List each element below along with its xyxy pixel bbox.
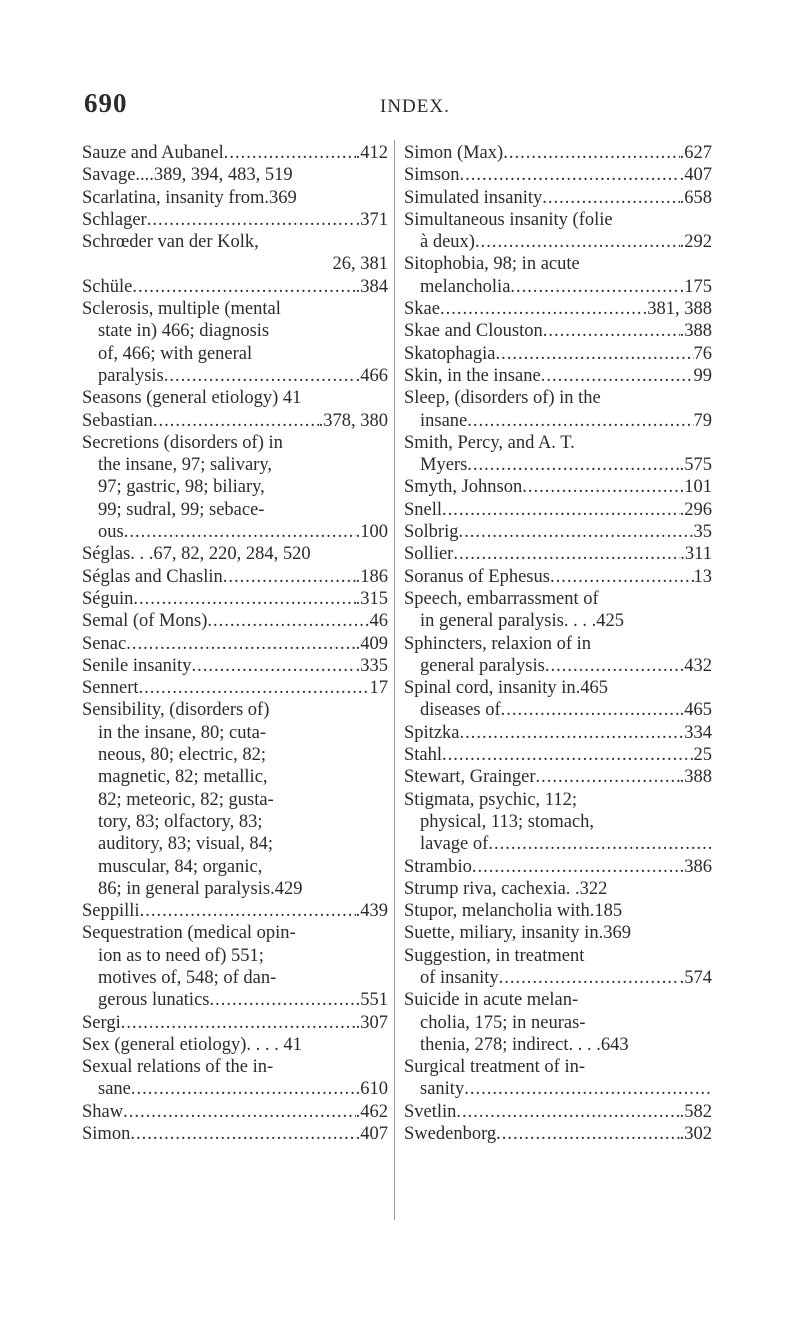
- dot-leader: [440, 298, 643, 320]
- index-entry-text: Myers: [420, 455, 468, 476]
- index-entry-page: .186: [355, 566, 388, 587]
- dot-leader: [464, 1078, 712, 1100]
- index-entry-line: [404, 722, 712, 744]
- index-entry-line: [82, 276, 388, 298]
- index-entry-text: neous, 80; electric, 82;: [98, 745, 266, 766]
- index-entry-line: [404, 744, 712, 766]
- index-entry-page: .311: [680, 544, 712, 565]
- dot-leader: [442, 744, 693, 766]
- index-entry-line: [404, 677, 712, 699]
- dot-leader: [139, 677, 370, 699]
- dot-leader: [467, 410, 693, 432]
- index-entry-line: [404, 655, 712, 677]
- index-entry-text: diseases of: [420, 700, 501, 721]
- dot-leader: [495, 343, 693, 365]
- dot-leader: [545, 655, 680, 677]
- index-entry-text: Sergi: [82, 1012, 121, 1033]
- dot-leader: [133, 588, 355, 610]
- index-entry-page: .381, 388: [642, 299, 712, 320]
- index-entry-line: [82, 922, 388, 944]
- index-entry-line: [82, 900, 388, 922]
- index-entry-line: [82, 945, 388, 967]
- index-entry-line: [82, 499, 388, 521]
- index-entry-line: [404, 1101, 712, 1123]
- index-entry-page: .101: [679, 477, 712, 498]
- index-entry-text: ion as to need of) 551;: [98, 945, 264, 966]
- index-entry-text: Skae: [404, 299, 440, 320]
- index-entry-line: [82, 610, 388, 632]
- index-entry-page: .388: [679, 767, 712, 788]
- index-column-left: [82, 142, 388, 1145]
- index-entry-line: [82, 454, 388, 476]
- index-entry-text: ous: [98, 522, 124, 543]
- index-entry-line: [82, 967, 388, 989]
- index-entry-line: [404, 967, 712, 989]
- dot-leader: [458, 521, 693, 543]
- index-entry-text: Surgical treatment of in-: [404, 1057, 586, 1078]
- index-entry-page: .388: [679, 321, 712, 342]
- index-entry-page: .378, 380: [318, 410, 388, 431]
- dot-leader: [541, 365, 694, 387]
- index-entry-text: in the insane, 80; cuta-: [98, 722, 266, 743]
- index-entry-line: [82, 187, 388, 209]
- index-entry-page: .574: [679, 967, 712, 988]
- index-entry-line: [404, 1012, 712, 1034]
- index-entry-line: [82, 1078, 388, 1100]
- dot-leader: [124, 521, 356, 543]
- page-number: 690: [84, 88, 128, 118]
- dot-leader: [456, 1101, 679, 1123]
- index-entry-page: .462: [355, 1101, 388, 1122]
- index-entry-line: [82, 789, 388, 811]
- index-entry-page: 25: [693, 745, 712, 766]
- index-entry-line: [404, 610, 712, 632]
- index-entry-text: lavage of: [420, 834, 489, 855]
- index-entry-line: [82, 432, 388, 454]
- dot-leader: [536, 766, 680, 788]
- index-entry-text: state in) 466; diagnosis: [98, 321, 270, 342]
- index-entry-text: auditory, 83; visual, 84;: [98, 834, 274, 855]
- index-entry-line: [404, 142, 712, 164]
- index-entry-text: Spinal cord, insanity in.465: [404, 678, 608, 699]
- index-entry-text: Suggestion, in treatment: [404, 945, 585, 966]
- column-divider: [394, 140, 395, 1220]
- index-entry-text: sane: [98, 1079, 131, 1100]
- index-entry-line: [82, 677, 388, 699]
- index-entry-text: Sex (general etiology). . . . 41: [82, 1034, 302, 1055]
- index-entry-line: [404, 164, 712, 186]
- index-entry-text: Sollier: [404, 544, 454, 565]
- dot-leader: [543, 320, 680, 342]
- index-entry-text: Sennert: [82, 678, 139, 699]
- index-entry-line: [82, 699, 388, 721]
- index-entry-page: 13: [693, 566, 712, 587]
- index-entry-text: magnetic, 82; metallic,: [98, 767, 268, 788]
- index-entry-line: [82, 655, 388, 677]
- dot-leader: [164, 365, 356, 387]
- index-entry-text: Sitophobia, 98; in acute: [404, 254, 580, 275]
- index-entry-text: Schüle: [82, 276, 133, 297]
- dot-leader: [121, 1012, 356, 1034]
- index-entry-text: Swedenborg: [404, 1124, 497, 1145]
- index-entry-text: Scarlatina, insanity from.369: [82, 187, 297, 208]
- index-entry-text: Svetlin: [404, 1101, 457, 1122]
- index-entry-page: 17: [369, 678, 388, 699]
- index-entry-page: .335: [355, 655, 388, 676]
- index-entry-text: Skatophagia: [404, 343, 496, 364]
- index-entry-line: [404, 432, 712, 454]
- index-entry-line: [82, 989, 388, 1011]
- dot-leader: [223, 566, 356, 588]
- index-entry-page: .407: [679, 165, 712, 186]
- index-entry-text: in general paralysis. . . .425: [420, 611, 624, 632]
- index-entry-line: [82, 878, 388, 900]
- dot-leader: [132, 276, 355, 298]
- index-entry-line: [404, 566, 712, 588]
- index-entry-text: Simon (Max): [404, 143, 504, 163]
- index-entry-page: .292: [679, 232, 712, 253]
- index-entry-text: Suicide in acute melan-: [404, 990, 579, 1011]
- index-entry-text: Sauze and Aubanel: [82, 143, 224, 163]
- index-entry-page: .575: [679, 455, 712, 476]
- index-entry-text: Soranus of Ephesus: [404, 566, 550, 587]
- index-entry-page: .386: [679, 856, 712, 877]
- index-entry-text: Snell: [404, 499, 443, 520]
- index-entry-line: [404, 1078, 712, 1100]
- dot-leader: [503, 142, 679, 164]
- index-entry-page: .307: [355, 1012, 388, 1033]
- dot-leader: [130, 1123, 355, 1145]
- index-entry-text: 26, 381: [332, 254, 388, 275]
- index-entry-line: [82, 365, 388, 387]
- index-entry-line: [82, 566, 388, 588]
- index-entry-page: .100: [355, 522, 388, 543]
- index-entry-text: paralysis: [98, 365, 164, 386]
- index-entry-text: of insanity: [420, 967, 499, 988]
- index-entry-line: [82, 833, 388, 855]
- index-entry-line: [404, 1034, 712, 1056]
- dot-leader: [153, 410, 319, 432]
- index-column-right: [404, 142, 712, 1145]
- index-entry-text: Simultaneous insanity (folie: [404, 209, 613, 230]
- dot-leader: [550, 566, 694, 588]
- index-entry-line: [82, 1101, 388, 1123]
- dot-leader: [442, 499, 680, 521]
- index-entry-page: .465: [679, 700, 712, 721]
- dot-leader: [126, 633, 355, 655]
- dot-leader: [131, 1078, 356, 1100]
- index-entry-line: [82, 521, 388, 543]
- index-entry-page: .302: [679, 1124, 712, 1145]
- index-entry-text: of, 466; with general: [98, 343, 253, 364]
- index-entry-text: Senac: [82, 633, 127, 654]
- index-entry-line: [82, 142, 388, 164]
- index-entry-text: Simson: [404, 165, 460, 186]
- index-entry-page: 46: [369, 611, 388, 632]
- index-entry-page: .432: [679, 655, 712, 676]
- index-entry-line: [404, 945, 712, 967]
- index-entry-line: [404, 989, 712, 1011]
- index-entry-line: [404, 633, 712, 655]
- dot-leader: [522, 476, 679, 498]
- index-entry-text: Sebastian: [82, 410, 153, 431]
- index-entry-line: [82, 231, 388, 253]
- dot-leader: [499, 967, 680, 989]
- index-entry-line: [82, 476, 388, 498]
- index-entry-text: Séglas. . .67, 82, 220, 284, 520: [82, 544, 311, 565]
- index-entry-text: Seasons (general etiology) 41: [82, 388, 302, 409]
- index-entry-page: .315: [355, 588, 388, 609]
- index-entry-line: [404, 588, 712, 610]
- dot-leader: [191, 655, 355, 677]
- index-entry-line: [82, 856, 388, 878]
- index-entry-line: [82, 164, 388, 186]
- index-entry-line: [82, 1123, 388, 1145]
- index-entry-line: [82, 633, 388, 655]
- index-entry-page: .296: [679, 499, 712, 520]
- index-entry-line: [404, 766, 712, 788]
- index-entry-text: Secretions (disorders of) in: [82, 432, 283, 453]
- index-entry-line: [82, 1056, 388, 1078]
- index-entry-text: Seppilli: [82, 901, 140, 922]
- index-entry-text: Sensibility, (disorders of): [82, 700, 270, 721]
- index-entry-text: Sphincters, relaxion of in: [404, 633, 592, 654]
- index-entry-text: Smyth, Johnson: [404, 477, 523, 498]
- dot-leader: [488, 833, 712, 855]
- index-entry-text: Schlager: [82, 209, 147, 230]
- index-entry-text: Semal (of Mons): [82, 611, 208, 632]
- index-entry-line: [82, 298, 388, 320]
- index-entry-text: Strambio: [404, 856, 472, 877]
- index-entry-line: [82, 722, 388, 744]
- index-entry-line: [82, 410, 388, 432]
- index-entry-line: [404, 320, 712, 342]
- index-entry-line: [82, 209, 388, 231]
- index-entry-text: Skae and Clouston: [404, 321, 543, 342]
- index-entry-page: .439: [355, 901, 388, 922]
- index-entry-page: .582: [679, 1101, 712, 1122]
- index-entry-line: [82, 588, 388, 610]
- index-entry-text: the insane, 97; salivary,: [98, 455, 272, 476]
- index-entry-text: Solbrig: [404, 522, 459, 543]
- index-entry-line: [404, 343, 712, 365]
- index-entry-text: physical, 113; stomach,: [420, 811, 595, 832]
- dot-leader: [123, 1101, 356, 1123]
- index-entry-page: .627: [679, 143, 712, 163]
- index-entry-line: [404, 699, 712, 721]
- index-entry-text: gerous lunatics: [98, 990, 210, 1011]
- dot-leader: [460, 164, 680, 186]
- index-entry-line: [82, 320, 388, 342]
- index-entry-page: 79: [693, 410, 712, 431]
- index-entry-text: Simon: [82, 1124, 131, 1145]
- dot-leader: [496, 1123, 679, 1145]
- index-entry-line: [404, 499, 712, 521]
- index-entry-text: Strump riva, cachexia. .322: [404, 878, 608, 899]
- dot-leader: [510, 276, 679, 298]
- index-entry-line: [82, 543, 388, 565]
- index-entry-text: 99; sudral, 99; sebace-: [98, 499, 265, 520]
- index-entry-line: [404, 253, 712, 275]
- dot-leader: [501, 699, 680, 721]
- index-entry-page: .175: [679, 276, 712, 297]
- dot-leader: [140, 900, 356, 922]
- index-entry-text: Spitzka: [404, 722, 460, 743]
- index-entry-text: Stahl: [404, 745, 443, 766]
- index-entry-text: Smith, Percy, and A. T.: [404, 432, 575, 453]
- dot-leader: [460, 722, 685, 744]
- index-entry-text: à deux): [420, 232, 475, 253]
- index-entry-line: [404, 789, 712, 811]
- index-entry-line: [404, 231, 712, 253]
- index-entry-line: [404, 833, 712, 855]
- index-entry-line: [404, 922, 712, 944]
- index-entry-text: Sexual relations of the in-: [82, 1057, 274, 1078]
- dot-leader: [147, 209, 356, 231]
- index-entry-page: .610: [355, 1079, 388, 1100]
- index-entry-line: [404, 856, 712, 878]
- index-entry-page: .407: [355, 1124, 388, 1145]
- index-entry-line: [404, 410, 712, 432]
- index-entry-line: [404, 811, 712, 833]
- index-entry-line: [404, 298, 712, 320]
- index-entry-page: 35: [693, 522, 712, 543]
- index-entry-text: Sleep, (disorders of) in the: [404, 388, 601, 409]
- dot-leader: [210, 989, 356, 1011]
- dot-leader: [207, 610, 369, 632]
- index-entry-line: [404, 387, 712, 409]
- index-entry-text: Savage....389, 394, 483, 519: [82, 165, 293, 186]
- index-entry-text: Stigmata, psychic, 112;: [404, 789, 577, 810]
- index-entry-page: .384: [355, 276, 388, 297]
- index-entry-line: [404, 1123, 712, 1145]
- index-entry-text: insane: [420, 410, 468, 431]
- index-entry-line: [82, 343, 388, 365]
- index-entry-text: 82; meteoric, 82; gusta-: [98, 789, 274, 810]
- index-entry-text: muscular, 84; organic,: [98, 856, 263, 877]
- index-entry-line: [404, 476, 712, 498]
- index-entry-line: [404, 878, 712, 900]
- dot-leader: [224, 142, 356, 164]
- index-entry-line: [82, 253, 388, 275]
- index-entry-text: melancholia: [420, 276, 511, 297]
- running-title: INDEX.: [380, 96, 450, 117]
- dot-leader: [475, 231, 680, 253]
- index-entry-text: Séguin: [82, 588, 134, 609]
- index-entry-text: Stewart, Grainger: [404, 767, 536, 788]
- index-entry-line: [82, 1012, 388, 1034]
- index-entry-line: [404, 900, 712, 922]
- index-entry-page: 99: [693, 365, 712, 386]
- index-entry-page: .371: [355, 209, 388, 230]
- index-entry-text: 86; in general paralysis.429: [98, 878, 303, 899]
- index-entry-line: [404, 543, 712, 565]
- index-entry-line: [404, 1056, 712, 1078]
- index-entry-line: [404, 365, 712, 387]
- index-entry-text: Stupor, melancholia with.185: [404, 901, 623, 922]
- index-entry-line: [404, 521, 712, 543]
- index-entry-text: Suette, miliary, insanity in.369: [404, 923, 631, 944]
- index-entry-line: [82, 811, 388, 833]
- dot-leader: [453, 543, 680, 565]
- index-entry-line: [404, 276, 712, 298]
- index-entry-text: general paralysis: [420, 655, 545, 676]
- index-entry-line: [404, 187, 712, 209]
- index-entry-text: Skin, in the insane: [404, 365, 541, 386]
- index-entry-line: [82, 1034, 388, 1056]
- index-entry-text: Schrœder van der Kolk,: [82, 232, 259, 253]
- index-entry-page: .466: [355, 365, 388, 386]
- index-entry-text: Sclerosis, multiple (mental: [82, 299, 281, 320]
- index-entry-text: 97; gastric, 98; biliary,: [98, 477, 265, 498]
- index-entry-page: .658: [679, 187, 712, 208]
- index-entry-page: .551: [355, 990, 388, 1011]
- index-entry-line: [82, 387, 388, 409]
- index-entry-text: thenia, 278; indirect. . . .643: [420, 1034, 629, 1055]
- index-entry-line: [82, 744, 388, 766]
- index-entry-text: sanity: [420, 1079, 465, 1100]
- index-entry-page: .412: [355, 143, 388, 163]
- index-entry-page: 76: [693, 343, 712, 364]
- index-entry-text: Senile insanity: [82, 655, 192, 676]
- index-entry-text: motives of, 548; of dan-: [98, 967, 277, 988]
- index-entry-text: cholia, 175; in neuras-: [420, 1012, 586, 1033]
- index-entry-text: Shaw: [82, 1101, 124, 1122]
- index-entry-page: 334: [684, 722, 712, 743]
- index-entry-page: .409: [355, 633, 388, 654]
- dot-leader: [472, 856, 680, 878]
- index-entry-line: [404, 454, 712, 476]
- index-entry-text: Speech, embarrassment of: [404, 588, 599, 609]
- index-entry-text: Séglas and Chaslin: [82, 566, 223, 587]
- index-entry-text: Sequestration (medical opin-: [82, 923, 296, 944]
- index-entry-line: [82, 766, 388, 788]
- index-entry-text: Simulated insanity: [404, 187, 543, 208]
- dot-leader: [542, 187, 679, 209]
- index-entry-line: [404, 209, 712, 231]
- index-entry-text: tory, 83; olfactory, 83;: [98, 811, 263, 832]
- dot-leader: [467, 454, 679, 476]
